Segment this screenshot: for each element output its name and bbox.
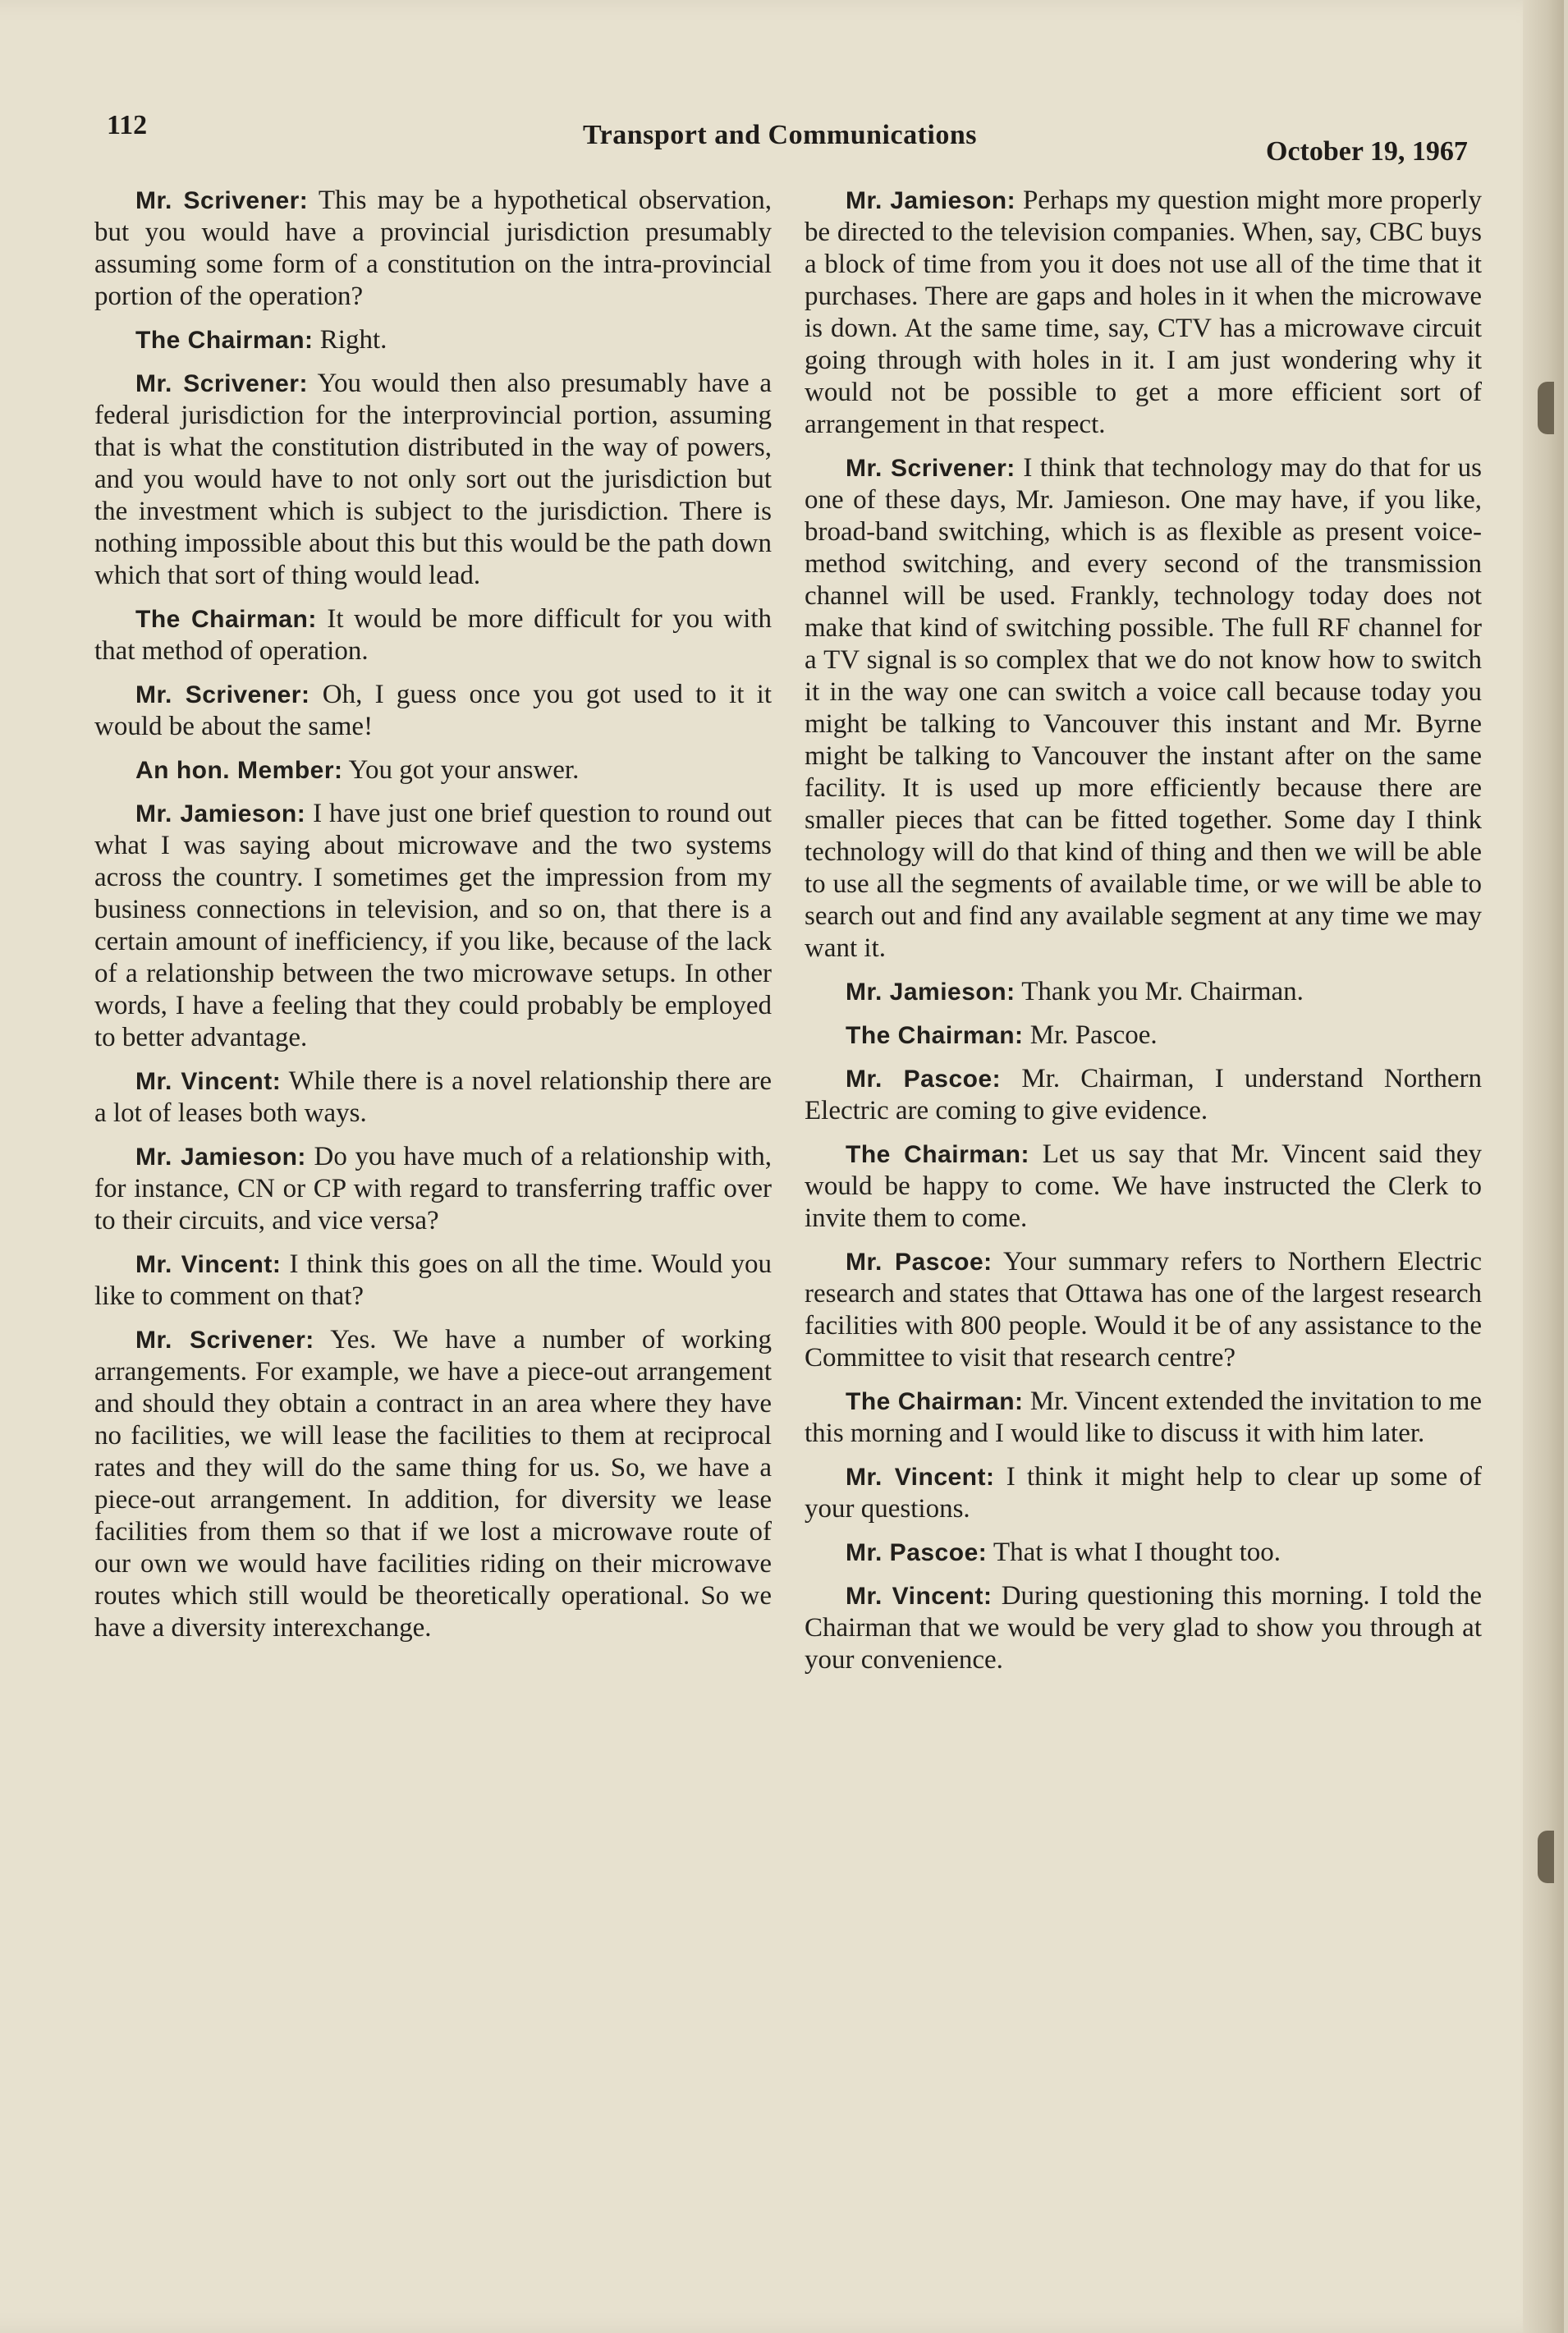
speech-text: While there is a novel relationship there are a lot of leases both ways.: [94, 1066, 773, 1128]
speech-text: Mr. Vincent extended the invitation to me this morning and I would like to discuss it with him later.: [805, 1387, 1483, 1448]
speech-text: Your summary refers to Northern Electric research and states that Ottawa has one of the largest research facilities with 800 people. Would it be of any assistance to the Committee to visit that research centre?: [805, 1247, 1482, 1373]
speaker-name: Mr. Vincent:: [135, 1251, 282, 1278]
speech-text: Yes. We have a number of working arrangements. For example, we have a piece-out arrangement and should they obtain a contract in an area where they have no facilities, we will lease the facilities to them at reciprocal rates and they will do the same thing for us. So, we have a piece-out arrangement. In addition, for diversity we lease facilities from them so that if we lost a microwave route of our own we would have facilities riding on their microwave routes which still would be theoretically operational. So we have a diversity interexchange.: [94, 1325, 773, 1643]
speaker-name: Mr. Pascoe:: [846, 1539, 988, 1566]
transcript-paragraph: [94, 324, 772, 356]
speech-text: You would then also presumably have a federal jurisdiction for the interprovincial portion, assuming that is what the constitution distributed in the way of powers, and you would have to not only sort out the jurisdiction but the investment which is subject to the jurisdiction. There is nothing impossible about this but this would be the path down which that sort of thing would lead.: [94, 369, 772, 590]
speaker-name: Mr. Jamieson:: [135, 1144, 306, 1171]
speech-text: You got your answer.: [348, 755, 580, 785]
page-number: 112: [107, 110, 148, 140]
speech-text: I think this goes on all the time. Would you like to comment on that?: [94, 1249, 773, 1311]
speaker-name: Mr. Jamieson:: [135, 800, 306, 827]
speaker-name: Mr. Scrivener:: [135, 681, 310, 708]
transcript-paragraph: [94, 185, 772, 313]
transcript-paragraph: [805, 1461, 1482, 1525]
speaker-name: An hon. Member:: [135, 757, 343, 784]
page-header: [99, 105, 1494, 167]
speaker-name: The Chairman:: [846, 1022, 1024, 1049]
speech-text: I think it might help to clear up some of your questions.: [805, 1462, 1483, 1524]
running-title: Transport and Communications: [583, 120, 977, 150]
binding-tab-top: [1538, 382, 1554, 434]
transcript-paragraph: [94, 368, 772, 592]
header-date: October 19, 1967: [1266, 136, 1468, 167]
speaker-name: Mr. Scrivener:: [135, 187, 309, 214]
speech-text: Mr. Pascoe.: [1029, 1020, 1158, 1050]
speaker-name: Mr. Pascoe:: [846, 1066, 1002, 1093]
transcript-paragraph: [94, 1141, 772, 1237]
transcript-paragraph: [805, 1580, 1482, 1676]
speech-text: I have just one brief question to round out what I was saying about microwave and the two systems across the country. I sometimes get the impression from my business connections in television, and so on, that there is a certain amount of inefficiency, if you like, because of the lack of a relationship between the two microwave setups. In other words, I have a feeling that they could probably be employed to better advantage.: [94, 799, 772, 1052]
speech-text: This may be a hypothetical observation, but you would have a provincial jurisdiction presumably assuming some form of a constitution on the intra-provincial portion of the operation?: [94, 186, 773, 311]
transcript-paragraph: [94, 679, 772, 743]
transcript-paragraph: [805, 1063, 1482, 1127]
speech-text: Oh, I guess once you got used to it it would be about the same!: [94, 680, 773, 741]
speaker-name: The Chairman:: [135, 327, 314, 354]
speaker-name: The Chairman:: [135, 606, 317, 633]
speaker-name: Mr. Vincent:: [846, 1583, 993, 1610]
transcript-paragraph: [805, 1020, 1482, 1052]
transcript-paragraph: [805, 1537, 1482, 1569]
transcript-paragraph: [805, 1386, 1482, 1450]
speaker-name: Mr. Vincent:: [846, 1464, 995, 1491]
transcript-paragraph: [94, 1324, 772, 1644]
speech-text: Let us say that Mr. Vincent said they would be happy to come. We have instructed the Clerk to invite them to come.: [805, 1139, 1482, 1233]
speaker-name: Mr. Pascoe:: [846, 1249, 993, 1276]
binding-tab-bottom: [1538, 1831, 1554, 1883]
speaker-name: Mr. Vincent:: [135, 1068, 282, 1095]
left-column: [94, 185, 772, 1656]
transcript-paragraph: [805, 452, 1482, 965]
speech-text: It would be more difficult for you with that method of operation.: [94, 604, 772, 666]
speaker-name: Mr. Jamieson:: [846, 979, 1016, 1006]
speaker-name: Mr. Jamieson:: [846, 187, 1016, 214]
transcript-paragraph: [805, 1139, 1482, 1235]
speaker-name: The Chairman:: [846, 1388, 1024, 1415]
speech-text: Do you have much of a relationship with, for instance, CN or CP with regard to transferring traffic over to their circuits, and vice versa?: [94, 1142, 773, 1235]
transcript-paragraph: [94, 603, 772, 667]
speech-text: Thank you Mr. Chairman.: [1021, 977, 1304, 1006]
speech-text: That is what I thought too.: [993, 1538, 1281, 1567]
speech-text: Right.: [319, 325, 387, 355]
speaker-name: The Chairman:: [846, 1141, 1029, 1168]
transcript-paragraph: [805, 185, 1482, 441]
transcript-paragraph: [94, 1066, 772, 1130]
transcript-paragraph: [94, 798, 772, 1054]
right-column: [805, 185, 1482, 1688]
transcript-paragraph: [94, 1249, 772, 1313]
transcript-paragraph: [805, 976, 1482, 1008]
speech-text: Mr. Chairman, I understand Northern Electric are coming to give evidence.: [805, 1064, 1482, 1125]
speech-text: I think that technology may do that for us one of these days, Mr. Jamieson. One may have, if you like, broad-band switching, which is as flexible as present voice-method switching, and every second of the transmission channel will be used. Frankly, technology today does not make that kind of switching possible. The full RF channel for a TV signal is so complex that we do not know how to switch it in the way one can switch a voice call because today you might be talking to Vancouver this instant and Mr. Byrne might be talking to Vancouver the instant after on the same facility. It is used up more efficiently because there are smaller pieces that can be fitted together. Some day I think technology will do that kind of thing and then we will be able to use all the segments of available time, or we will be able to search out and find any available segment at any time we may want it.: [805, 453, 1483, 963]
speech-text: During questioning this morning. I told the Chairman that we would be very glad to show you through at your convenience.: [805, 1581, 1482, 1675]
page-edge: [1523, 0, 1564, 2333]
speaker-name: Mr. Scrivener:: [135, 370, 308, 397]
speech-text: Perhaps my question might more properly be directed to the television companies. When, say, CBC buys a block of time from you it does not use all of the time that it purchases. There are gaps and holes in it when the microwave is down. At the same time, say, CTV has a microwave circuit going through with holes in it. I am just wondering why it would not be possible to get a more efficient sort of arrangement in that respect.: [805, 186, 1483, 439]
speaker-name: Mr. Scrivener:: [846, 455, 1016, 482]
speaker-name: Mr. Scrivener:: [135, 1327, 314, 1354]
transcript-paragraph: [805, 1246, 1482, 1374]
transcript-paragraph: [94, 754, 772, 786]
